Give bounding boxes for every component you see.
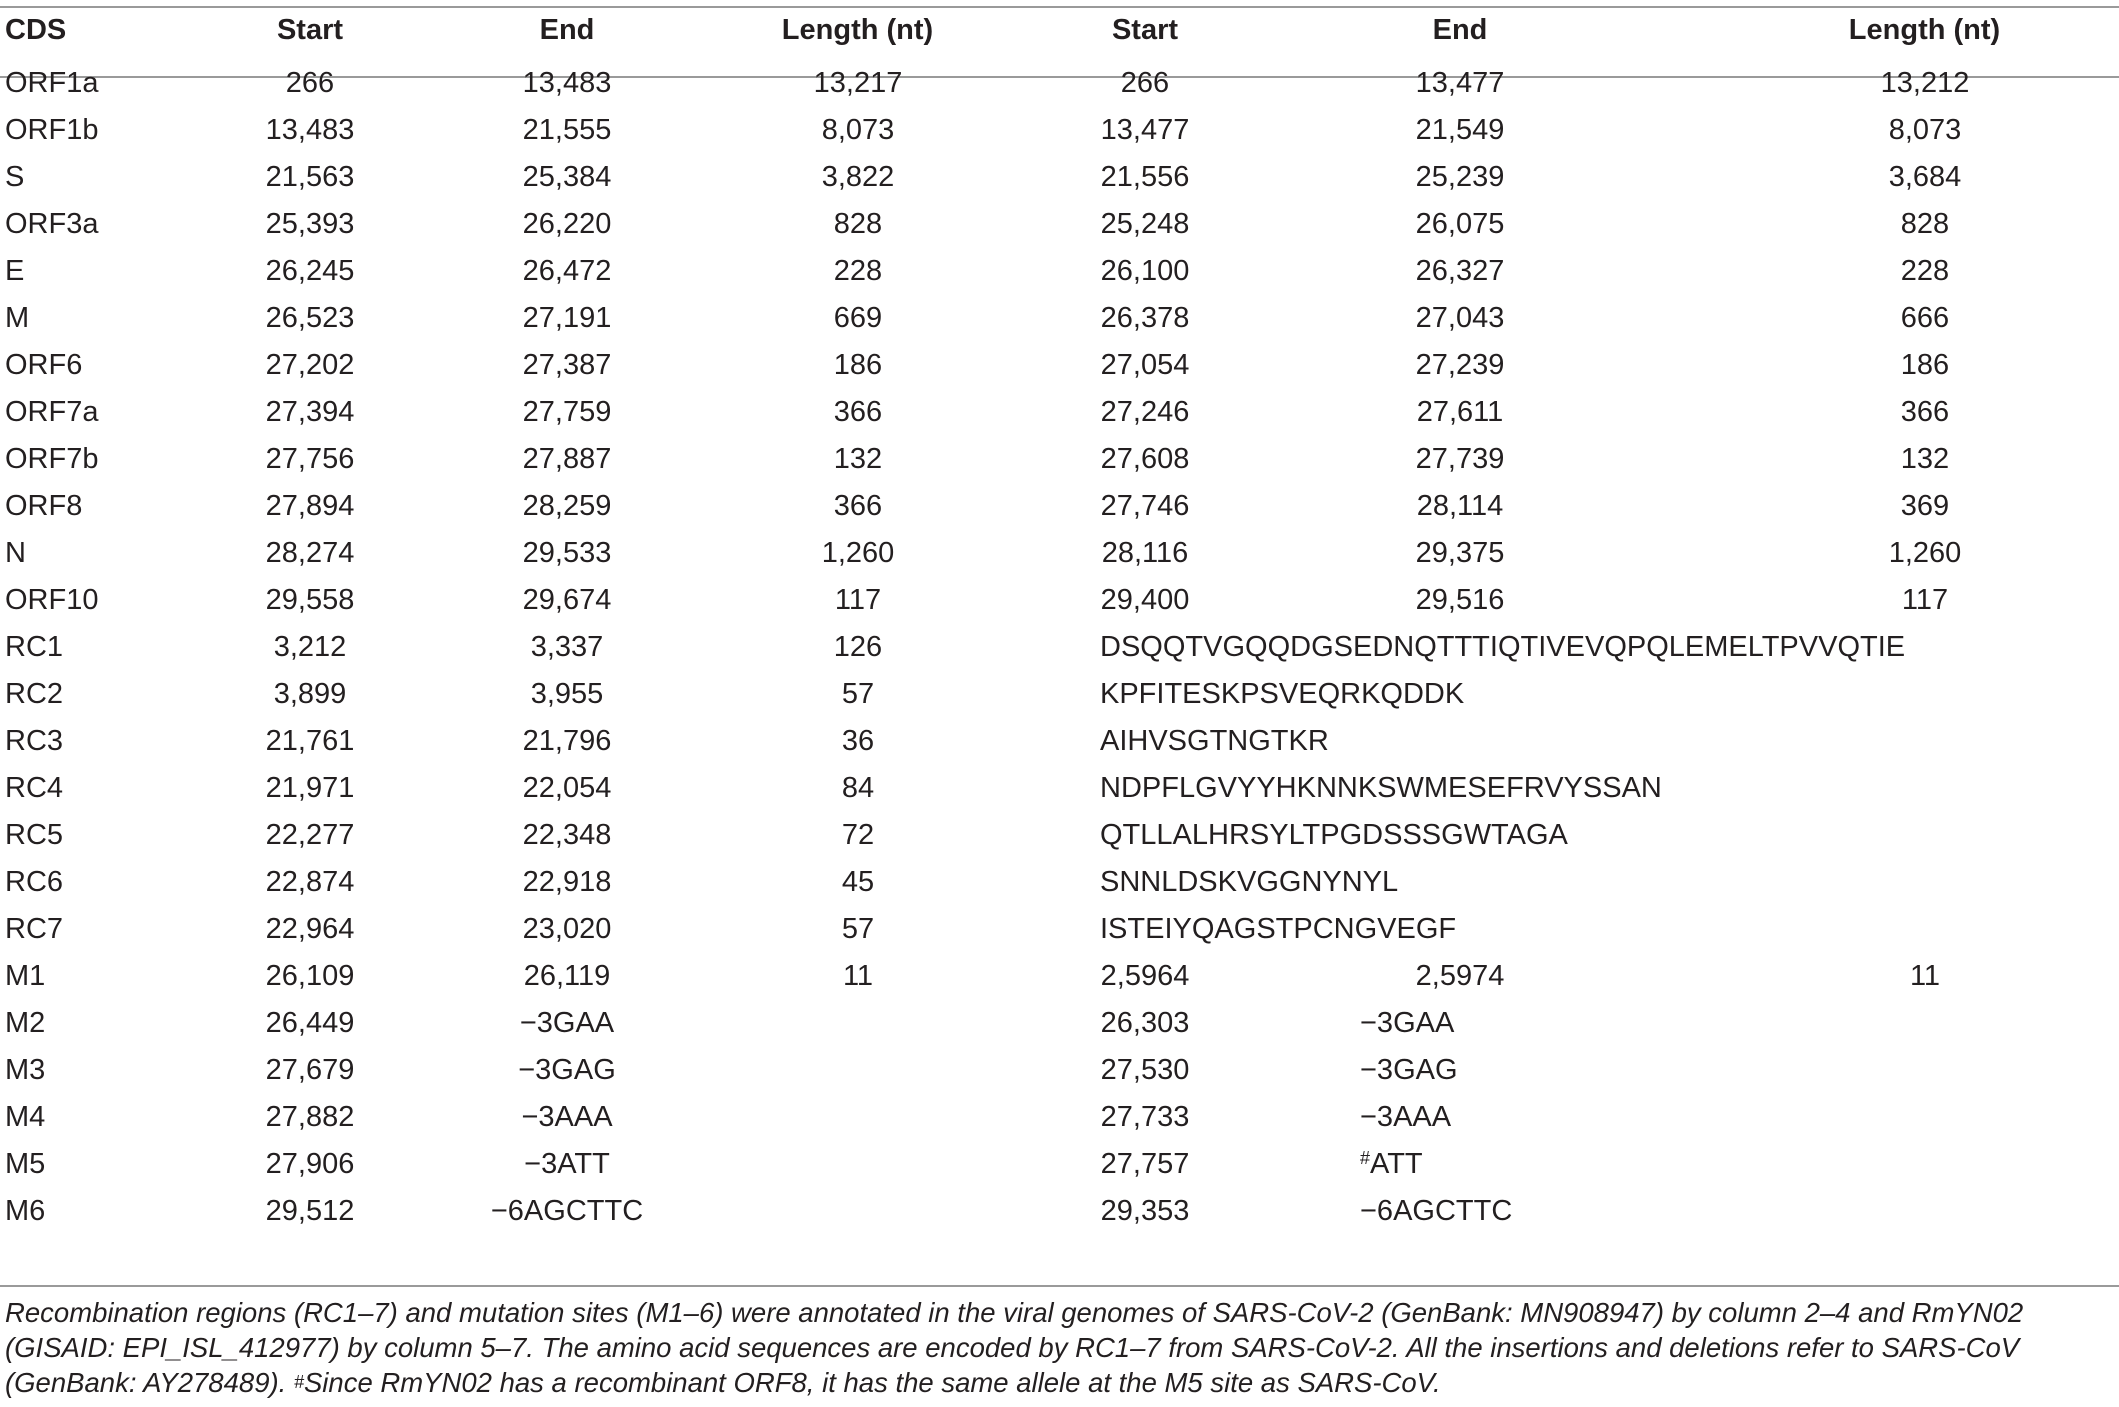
cell-start: 3,899 [273,678,347,710]
table-row [0,1094,2119,1141]
cell-end-2: 25,239 [1415,161,1505,193]
cell-end: 22,918 [522,866,612,898]
table-row [0,953,2119,1000]
cell-start-2: 26,378 [1100,302,1190,334]
cell-start: 26,109 [265,960,355,992]
cell-end-2: 21,549 [1415,114,1505,146]
table-row [0,624,2119,671]
cell-end: 26,472 [522,255,612,287]
cell-end: 27,191 [522,302,612,334]
cell-start: 21,563 [265,161,355,193]
cell-cds: ORF8 [5,490,83,522]
cell-start: 26,245 [265,255,355,287]
header-end: End [539,14,595,46]
cell-end-2: 26,327 [1415,255,1505,287]
cell-length: 11 [842,960,874,992]
header-cds: CDS [5,14,67,46]
cell-start: 27,394 [265,396,355,428]
table-row [0,342,2119,389]
table-row [0,718,2119,765]
table-row [0,812,2119,859]
cell-length: 57 [841,678,875,710]
cell-start: 26,449 [265,1007,355,1039]
cell-mutation-2: −3AAA [1360,1101,1452,1133]
header-length: Length (nt) [781,14,934,46]
cell-start: 28,274 [265,537,355,569]
cell-length: 828 [833,208,883,240]
footnote-mark: # [1360,1148,1371,1168]
cell-start: 26,523 [265,302,355,334]
cell-start: 27,202 [265,349,355,381]
cell-length: 45 [841,866,875,898]
cell-length-2: 11 [1909,960,1941,992]
cell-end: 22,054 [522,772,612,804]
cell-length: 57 [841,913,875,945]
cell-mutation: −3GAG [518,1054,616,1086]
cell-end: 26,119 [523,960,611,992]
cell-start-2: 21,556 [1100,161,1190,193]
cell-start-2: 2,5964 [1100,960,1190,992]
cell-start-2: 26,100 [1100,255,1190,287]
table-row [0,577,2119,624]
cell-length-2: 228 [1900,255,1950,287]
cell-start-2: 26,303 [1100,1007,1190,1039]
cell-site: M3 [5,1054,46,1086]
cell-length-2: 117 [1901,584,1949,616]
cell-cds: N [5,537,26,569]
footnote-mark: # [293,1372,304,1392]
cell-cds: ORF10 [5,584,99,616]
cell-region: RC2 [5,678,64,710]
table-row [0,1047,2119,1094]
table-row [0,1188,2119,1235]
cell-length: 3,822 [821,161,895,193]
cell-end: 25,384 [522,161,612,193]
cell-start-2: 13,477 [1100,114,1190,146]
cell-end-2: 27,043 [1415,302,1505,334]
cell-start: 29,558 [265,584,355,616]
cell-length: 13,217 [813,67,903,99]
cell-length-2: 3,684 [1888,161,1962,193]
cell-end: 21,555 [522,114,612,146]
cell-end-2: 29,375 [1415,537,1505,569]
cell-start: 27,756 [265,443,355,475]
table-header-row [0,7,2119,54]
cell-start: 21,761 [265,725,355,757]
cell-length: 117 [834,584,882,616]
table-row [0,765,2119,812]
cell-length: 1,260 [821,537,895,569]
cell-start: 3,212 [273,631,347,663]
table-row [0,906,2119,953]
cell-end: 26,220 [522,208,612,240]
table-row [0,60,2119,107]
cell-length-2: 366 [1900,396,1950,428]
cell-start: 27,679 [265,1054,355,1086]
cell-length: 366 [833,490,883,522]
cell-length: 84 [841,772,875,804]
table-row [0,201,2119,248]
cell-start-2: 27,757 [1100,1148,1190,1180]
cell-mutation-2: −3GAG [1360,1054,1458,1086]
cell-end-2: 27,611 [1416,396,1504,428]
table-row [0,107,2119,154]
cell-mutation-2: −3GAA [1360,1007,1455,1039]
cell-length: 8,073 [821,114,895,146]
cell-start-2: 266 [1120,67,1170,99]
table-row [0,248,2119,295]
table-row [0,483,2119,530]
table-row [0,1000,2119,1047]
cell-region: RC7 [5,913,64,945]
cell-start: 13,483 [265,114,355,146]
cell-start: 21,971 [265,772,355,804]
cell-site: M4 [5,1101,46,1133]
cell-start-2: 27,246 [1100,396,1190,428]
cell-length-2: 186 [1900,349,1950,381]
cell-length: 126 [833,631,883,663]
table-row [0,671,2119,718]
cell-region: RC3 [5,725,64,757]
cell-length: 132 [833,443,883,475]
cell-end-2: 29,516 [1415,584,1505,616]
cell-start: 22,874 [265,866,355,898]
cell-aa-sequence: DSQQTVGQQDGSEDNQTTTIQTIVEVQPQLEMELTPVVQTIE [1100,631,1906,663]
cell-end: 28,259 [522,490,612,522]
cell-length-2: 8,073 [1888,114,1962,146]
cell-end: 29,533 [522,537,612,569]
cell-end: 21,796 [522,725,612,757]
cell-cds: M [5,302,30,334]
cell-end-2: 28,114 [1416,490,1504,522]
cell-aa-sequence: NDPFLGVYYHKNNKSWMESEFRVYSSAN [1100,772,1662,804]
cell-length-2: 132 [1900,443,1950,475]
cell-cds: ORF6 [5,349,83,381]
cell-cds: S [5,161,25,193]
cell-region: RC5 [5,819,64,851]
cell-length-2: 1,260 [1888,537,1962,569]
table-row [0,295,2119,342]
cell-end: 13,483 [522,67,612,99]
cell-region: RC6 [5,866,64,898]
cell-end: 23,020 [522,913,612,945]
cell-mutation-2: #ATT [1360,1148,1423,1180]
cell-end-2: 27,739 [1415,443,1505,475]
table-row [0,1141,2119,1188]
cell-cds: ORF1a [5,67,99,99]
cell-length: 72 [841,819,875,851]
cell-length-2: 666 [1900,302,1950,334]
cell-start: 25,393 [265,208,355,240]
cell-start-2: 27,054 [1100,349,1190,381]
table-footnote [5,1295,2110,1400]
header-start: Start [276,14,344,46]
cell-start-2: 27,608 [1100,443,1190,475]
cell-start: 27,882 [265,1101,355,1133]
cell-end: 27,759 [522,396,612,428]
header-start-2: Start [1111,14,1179,46]
table-row [0,859,2119,906]
cell-mutation: −3ATT [524,1148,610,1180]
footnote-text: Recombination regions (RC1–7) and mutation sites (M1–6) were annotated in the viral genomes of SARS-CoV-2 (GenBank: MN908947) by column 2–4 and RmYN02 (GISAID: EPI_ISL_412977) by column 5–7. The amino acid sequences are encoded by RC1–7 from SARS-CoV-2. All the insertions and deletions refer to SARS-CoV (GenBank: AY278489). [5,1297,2024,1398]
cell-start-2: 27,530 [1100,1054,1190,1086]
cell-start: 29,512 [265,1195,355,1227]
cell-end-2: 27,239 [1415,349,1505,381]
cell-end: 27,387 [522,349,612,381]
footnote-text-tail: Since RmYN02 has a recombinant ORF8, it has the same allele at the M5 site as SARS-CoV. [303,1367,1441,1398]
cell-cds: ORF7a [5,396,99,428]
cell-region: RC1 [5,631,64,663]
cell-aa-sequence: ISTEIYQAGSTPCNGVEGF [1100,913,1457,945]
cell-start-2: 29,353 [1100,1195,1190,1227]
cell-region: RC4 [5,772,64,804]
header-length-2: Length (nt) [1848,14,2001,46]
cell-end-2: 26,075 [1415,208,1505,240]
cell-length: 186 [833,349,883,381]
cell-start: 266 [285,67,335,99]
cell-end-2: 13,477 [1415,67,1505,99]
cell-cds: ORF3a [5,208,99,240]
cell-length: 228 [833,255,883,287]
table-row [0,154,2119,201]
cell-site: M1 [5,960,46,992]
cell-aa-sequence: KPFITESKPSVEQRKQDDK [1100,678,1465,710]
cell-end: 3,955 [530,678,604,710]
cell-start: 22,964 [265,913,355,945]
cell-cds: ORF1b [5,114,99,146]
cell-cds: E [5,255,25,287]
cell-length: 366 [833,396,883,428]
cell-start-2: 27,746 [1100,490,1190,522]
cell-mutation-2: −6AGCTTC [1360,1195,1513,1227]
cell-end: 3,337 [530,631,604,663]
cell-length-2: 828 [1900,208,1950,240]
table-row [0,530,2119,577]
table-bottom-rule [0,1285,2119,1287]
cell-aa-sequence: SNNLDSKVGGNYNYL [1100,866,1399,898]
cell-end: 22,348 [522,819,612,851]
cell-mutation: −6AGCTTC [490,1195,644,1227]
cell-start: 27,906 [265,1148,355,1180]
cell-length-2: 13,212 [1880,67,1970,99]
cell-end: 29,674 [522,584,612,616]
cell-length-2: 369 [1900,490,1950,522]
cell-start-2: 28,116 [1101,537,1189,569]
header-end-2: End [1432,14,1488,46]
cell-start-2: 29,400 [1100,584,1190,616]
cell-aa-sequence: AIHVSGTNGTKR [1100,725,1329,757]
cell-aa-sequence: QTLLALHRSYLTPGDSSSGWTAGA [1100,819,1568,851]
table-row [0,436,2119,483]
table-row [0,389,2119,436]
cell-site: M5 [5,1148,46,1180]
cell-end: 27,887 [522,443,612,475]
cell-length: 36 [841,725,875,757]
cell-start-2: 27,733 [1100,1101,1190,1133]
cell-end-2: 2,5974 [1415,960,1505,992]
cell-mutation: −3AAA [521,1101,613,1133]
cell-length: 669 [833,302,883,334]
cell-mutation: −3GAA [519,1007,615,1039]
cell-site: M6 [5,1195,46,1227]
cell-site: M2 [5,1007,46,1039]
cell-cds: ORF7b [5,443,99,475]
cell-start: 27,894 [265,490,355,522]
cell-start-2: 25,248 [1100,208,1190,240]
cell-start: 22,277 [265,819,355,851]
